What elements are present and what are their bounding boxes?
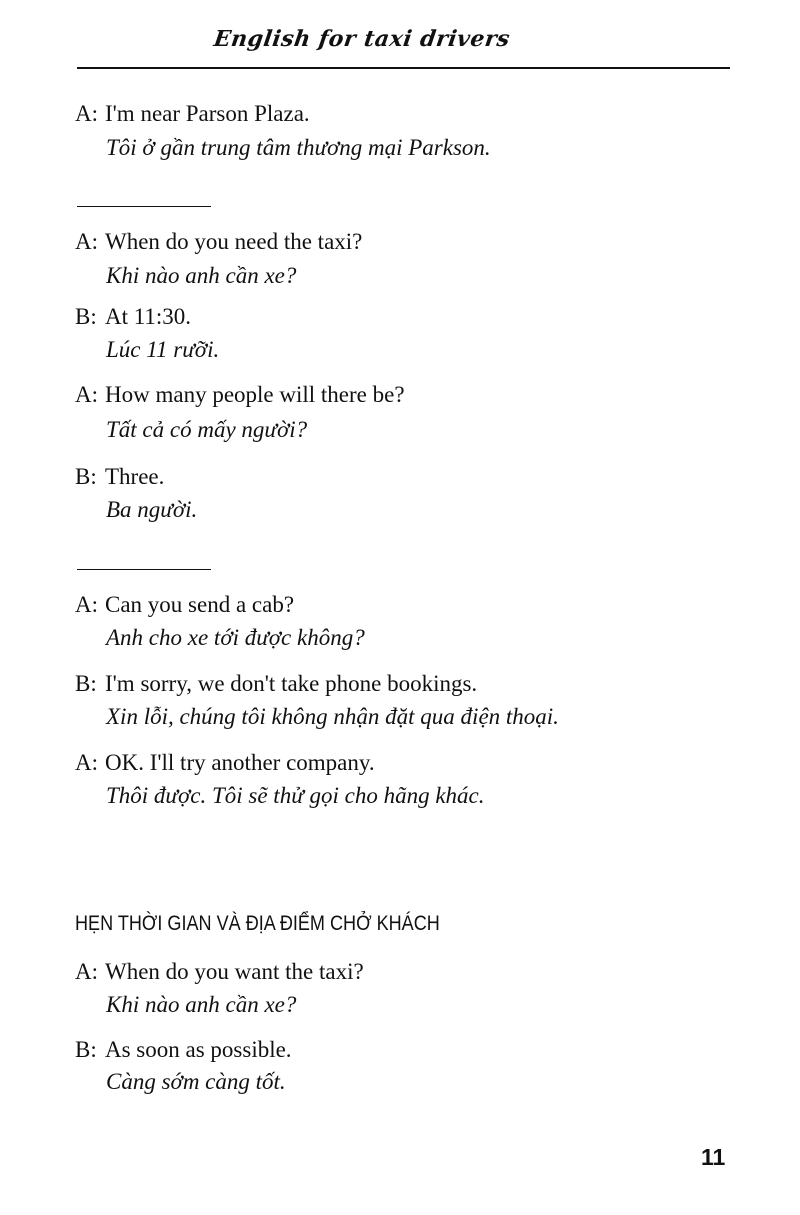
dialogue-line [75, 303, 191, 331]
english-text: At 11:30. [105, 304, 192, 329]
dialogue-line [75, 591, 294, 619]
dialogue-line [75, 1036, 292, 1064]
speaker-label: B: [75, 671, 97, 696]
vietnamese-translation: Anh cho xe tới được không? [106, 625, 365, 650]
speaker-label: A: [75, 959, 98, 984]
english-text: When do you want the taxi? [105, 959, 364, 984]
english-text: I'm near Parson Plaza. [105, 101, 310, 126]
english-text: I'm sorry, we don't take phone bookings. [105, 671, 478, 696]
vietnamese-translation: Xin lỗi, chúng tôi không nhận đặt qua điện thoại. [106, 704, 559, 729]
english-text: Three. [105, 464, 165, 489]
dialogue-separator [77, 206, 211, 207]
dialogue-separator [77, 569, 211, 570]
vietnamese-translation: Lúc 11 rưỡi. [106, 337, 220, 362]
english-text: OK. I'll try another company. [105, 750, 375, 775]
dialogue-line [75, 749, 375, 777]
dialogue-line [75, 463, 164, 491]
dialogue-line [75, 670, 477, 698]
page-number: 11 [701, 1144, 726, 1170]
english-text: Can you send a cab? [105, 592, 295, 617]
speaker-label: A: [75, 229, 98, 254]
header-rule [77, 67, 730, 69]
header-title: English for taxi drivers [212, 26, 512, 52]
dialogue-line [75, 958, 364, 986]
speaker-label: B: [75, 464, 97, 489]
english-text: When do you need the taxi? [105, 229, 363, 254]
dialogue-line [75, 100, 310, 128]
vietnamese-translation: Khi nào anh cần xe? [106, 263, 297, 288]
speaker-label: B: [75, 304, 97, 329]
english-text: As soon as possible. [105, 1037, 292, 1062]
speaker-label: A: [75, 382, 98, 407]
vietnamese-translation: Thôi được. Tôi sẽ thử gọi cho hãng khác. [106, 783, 485, 808]
vietnamese-translation: Ba người. [106, 497, 198, 522]
speaker-label: A: [75, 750, 98, 775]
speaker-label: A: [75, 592, 98, 617]
english-text: How many people will there be? [105, 382, 405, 407]
vietnamese-translation: Khi nào anh cần xe? [106, 992, 297, 1017]
vietnamese-translation: Tôi ở gần trung tâm thương mại Parkson. [106, 135, 491, 160]
section-heading: HẸN THỜI GIAN VÀ ĐỊA ĐIỂM CHỞ KHÁCH [75, 912, 440, 935]
vietnamese-translation: Tất cả có mấy người? [106, 417, 308, 442]
speaker-label: B: [75, 1037, 97, 1062]
vietnamese-translation: Càng sớm càng tốt. [106, 1069, 286, 1094]
dialogue-line [75, 381, 405, 409]
speaker-label: A: [75, 101, 98, 126]
dialogue-line [75, 228, 362, 256]
